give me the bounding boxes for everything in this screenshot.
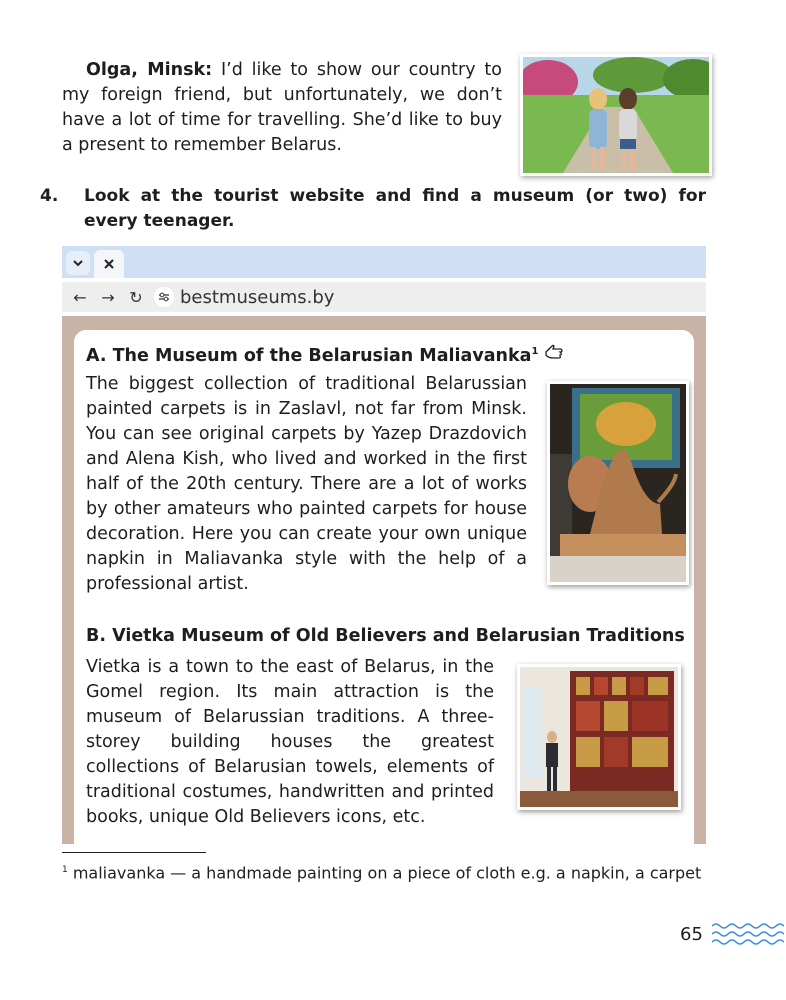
task-instruction xyxy=(40,184,706,234)
section-a-title: A. The Museum of the Belarusian Maliavanka xyxy=(86,346,532,366)
friends-photo xyxy=(520,54,712,176)
back-arrow-icon[interactable]: ← xyxy=(73,287,87,307)
browser-address-bar xyxy=(62,282,706,312)
section-b-heading: B. Vietka Museum of Old Believers and Belarusian Traditions xyxy=(86,626,685,646)
close-icon[interactable] xyxy=(94,250,124,278)
forward-arrow-icon[interactable]: → xyxy=(101,287,115,307)
footnote xyxy=(62,858,706,885)
section-b-text: Vietka is a town to the east of Belarus, in the Gomel region. Its main attraction is the museum of Belarussian traditions. A three-storey building houses the greatest collections of Belarusian towels, elements of traditional costumes, handwritten and printed books, unique Old Believers icons, etc. xyxy=(86,657,494,827)
chevron-down-icon[interactable] xyxy=(66,251,90,275)
intro-text: I’d like to show our country to my foreign friend, but unfortunately, we don’t have a lot of time for travelling. She’d like to buy a present to remember Belarus. xyxy=(62,60,502,155)
reload-icon[interactable]: ↻ xyxy=(129,287,143,307)
footnote-text: maliavanka — a handmade painting on a piece of cloth e.g. a napkin, a carpet xyxy=(72,863,702,883)
task-number: 4. xyxy=(40,186,59,206)
section-a-heading xyxy=(86,343,564,366)
url-field[interactable]: bestmuseums.by xyxy=(180,286,335,308)
browser-tab-strip xyxy=(62,246,706,278)
wave-decoration-icon xyxy=(712,920,784,950)
speaker-name: Olga, Minsk: xyxy=(86,60,213,80)
footnote-ref: 1 xyxy=(531,346,539,358)
footnote-divider xyxy=(62,852,206,853)
footnote-mark: 1 xyxy=(62,865,68,875)
site-settings-icon[interactable] xyxy=(154,287,174,307)
pointing-hand-icon xyxy=(544,343,564,365)
vietka-museum-photo xyxy=(517,664,681,810)
maliavanka-museum-photo xyxy=(547,381,689,585)
page-number: 65 xyxy=(680,924,703,945)
section-a-text: The biggest collection of traditional Belarussian painted carpets is in Zaslavl, not far from Minsk. You can see original carpets by Yazep Drazdovich and Alena Kish, who lived and worked in the first half of the 20th century. There are a lot of works by other amateurs who painted carpets for house decoration. Here you can create your own unique napkin in Maliavanka style with the help of a professional artist. xyxy=(86,374,527,594)
task-text: Look at the tourist website and find a museum (or two) for every teenager. xyxy=(84,186,706,231)
intro-paragraph xyxy=(62,58,502,158)
